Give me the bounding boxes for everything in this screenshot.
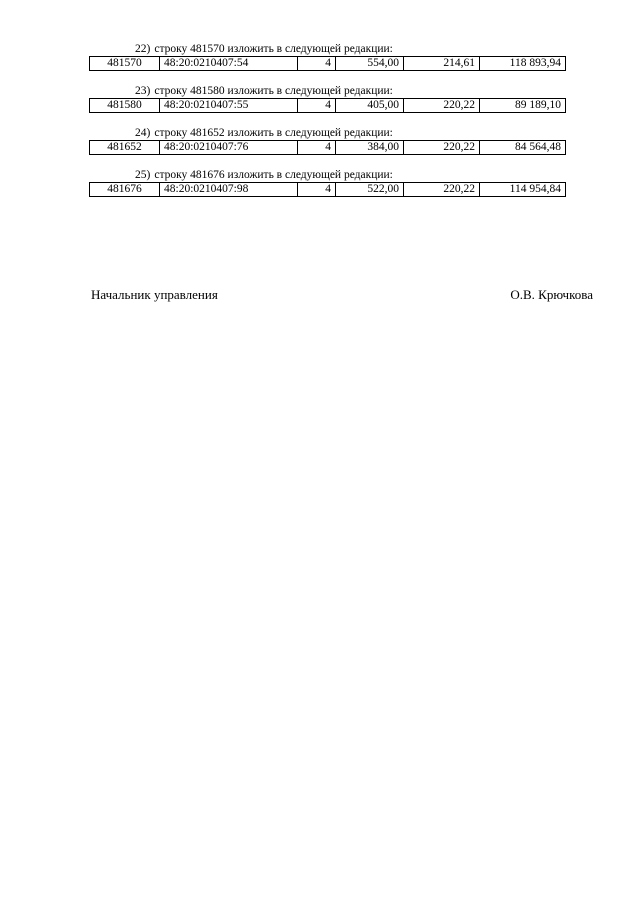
amendment-block	[89, 42, 565, 71]
cadastral-number-cell: 48:20:0210407:98	[160, 183, 298, 197]
area-cell: 405,00	[336, 99, 404, 113]
signer-position: Начальник управления	[91, 287, 218, 302]
zone-cell: 4	[298, 141, 336, 155]
row-code-cell: 481652	[90, 141, 160, 155]
amendment-heading	[89, 126, 565, 140]
area-cell: 384,00	[336, 141, 404, 155]
amendment-text: строку 481570 изложить в следующей редакции:	[154, 43, 393, 55]
zone-cell: 4	[298, 99, 336, 113]
cadastral-number-cell: 48:20:0210407:76	[160, 141, 298, 155]
cadastral-number-cell: 48:20:0210407:55	[160, 99, 298, 113]
total-cell: 84 564,48	[480, 141, 566, 155]
row-code-cell: 481570	[90, 57, 160, 71]
amendment-number: 24)	[135, 127, 151, 139]
area-cell: 522,00	[336, 183, 404, 197]
amendment-text: строку 481652 изложить в следующей редакции:	[154, 127, 393, 139]
amendment-heading	[89, 42, 565, 56]
table-row	[90, 183, 566, 197]
row-code-cell: 481676	[90, 183, 160, 197]
zone-cell: 4	[298, 57, 336, 71]
total-cell: 114 954,84	[480, 183, 566, 197]
total-cell: 118 893,94	[480, 57, 566, 71]
table-row	[90, 99, 566, 113]
signer-name: О.В. Крючкова	[510, 287, 593, 302]
amendment-heading	[89, 168, 565, 182]
rate-cell: 220,22	[404, 141, 480, 155]
rate-cell: 214,61	[404, 57, 480, 71]
amendment-number: 23)	[135, 85, 151, 97]
amendment-block	[89, 84, 565, 113]
area-cell: 554,00	[336, 57, 404, 71]
amendment-heading	[89, 84, 565, 98]
amendment-table	[89, 98, 566, 113]
amendment-number: 22)	[135, 43, 151, 55]
rate-cell: 220,22	[404, 183, 480, 197]
amendment-table	[89, 182, 566, 197]
total-cell: 89 189,10	[480, 99, 566, 113]
amendment-block	[89, 168, 565, 197]
amendment-text: строку 481676 изложить в следующей редакции:	[154, 169, 393, 181]
table-row	[90, 57, 566, 71]
table-row	[90, 141, 566, 155]
row-code-cell: 481580	[90, 99, 160, 113]
amendment-table	[89, 56, 566, 71]
zone-cell: 4	[298, 183, 336, 197]
amendment-number: 25)	[135, 169, 151, 181]
cadastral-number-cell: 48:20:0210407:54	[160, 57, 298, 71]
amendment-block	[89, 126, 565, 155]
amendment-table	[89, 140, 566, 155]
amendment-text: строку 481580 изложить в следующей редакции:	[154, 85, 393, 97]
rate-cell: 220,22	[404, 99, 480, 113]
